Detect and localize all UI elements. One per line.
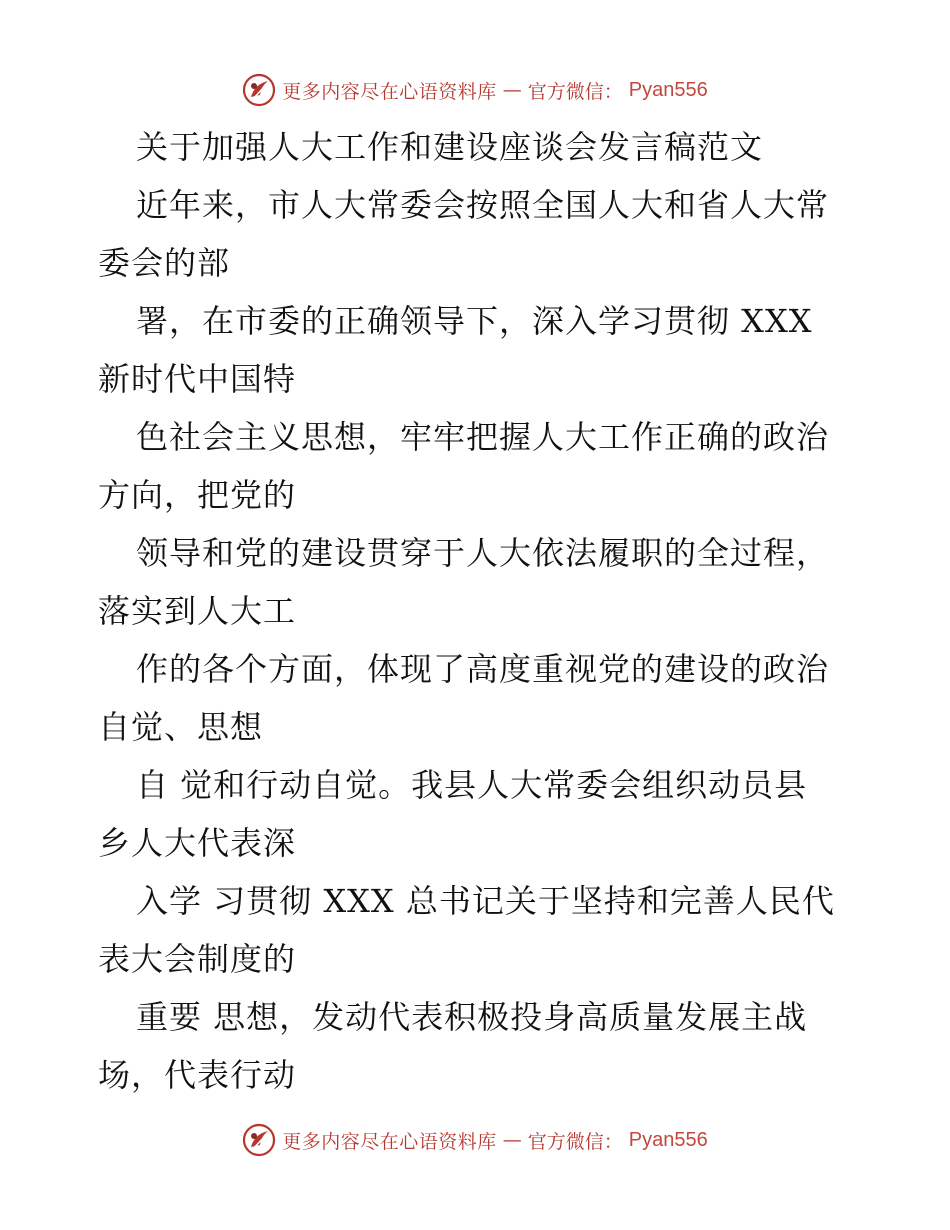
document-title: 关于加强人大工作和建设座谈会发言稿范文 — [136, 128, 764, 166]
flame-logo-icon — [242, 73, 276, 107]
paragraph-line: 落实到人大工 — [98, 592, 297, 630]
paragraph-line: 场，代表行动 — [98, 1056, 297, 1094]
header-tagline: 更多内容尽在心语资料库 — [282, 80, 497, 103]
header-wechat-label: 官方微信： — [527, 80, 623, 103]
flame-logo-icon — [242, 1123, 276, 1157]
header-separator: — — [502, 79, 522, 101]
paragraph-line: 新时代中国特 — [98, 360, 297, 398]
paragraph-line: 作的各个方面，体现了高度重视党的建设的政治 — [136, 650, 830, 688]
paragraph-line: 自觉、思想 — [98, 708, 264, 746]
paragraph-line: 近年来，市人大常委会按照全国人大和省人大常 — [136, 186, 830, 224]
paragraph-line: 表大会制度的 — [98, 940, 297, 978]
paragraph-line: 方向，把党的 — [98, 476, 297, 514]
document-body — [98, 118, 898, 1104]
paragraph-line: 自 觉和行动自觉。我县人大常委会组织动员县 — [136, 766, 808, 804]
footer-wechat-label: 官方微信： — [527, 1130, 623, 1153]
footer-banner — [0, 1118, 950, 1162]
footer-wechat-id: Pyan556 — [628, 1128, 708, 1151]
paragraph-line: 委会的部 — [98, 244, 231, 282]
paragraph-line: 入学 习贯彻 XXX 总书记关于坚持和完善人民代 — [136, 882, 835, 920]
paragraph-line: 乡人大代表深 — [98, 824, 297, 862]
paragraph-line: 署，在市委的正确领导下，深入学习贯彻 XXX — [136, 302, 813, 340]
paragraph-line: 重要 思想，发动代表积极投身高质量发展主战 — [136, 998, 808, 1036]
paragraph-line: 色社会主义思想，牢牢把握人大工作正确的政治 — [136, 418, 830, 456]
header-wechat-id: Pyan556 — [628, 78, 708, 101]
footer-separator: — — [502, 1129, 522, 1151]
paragraph-line: 领导和党的建设贯穿于人大依法履职的全过程， — [136, 534, 830, 572]
header-banner — [0, 68, 950, 112]
footer-tagline: 更多内容尽在心语资料库 — [282, 1130, 497, 1153]
